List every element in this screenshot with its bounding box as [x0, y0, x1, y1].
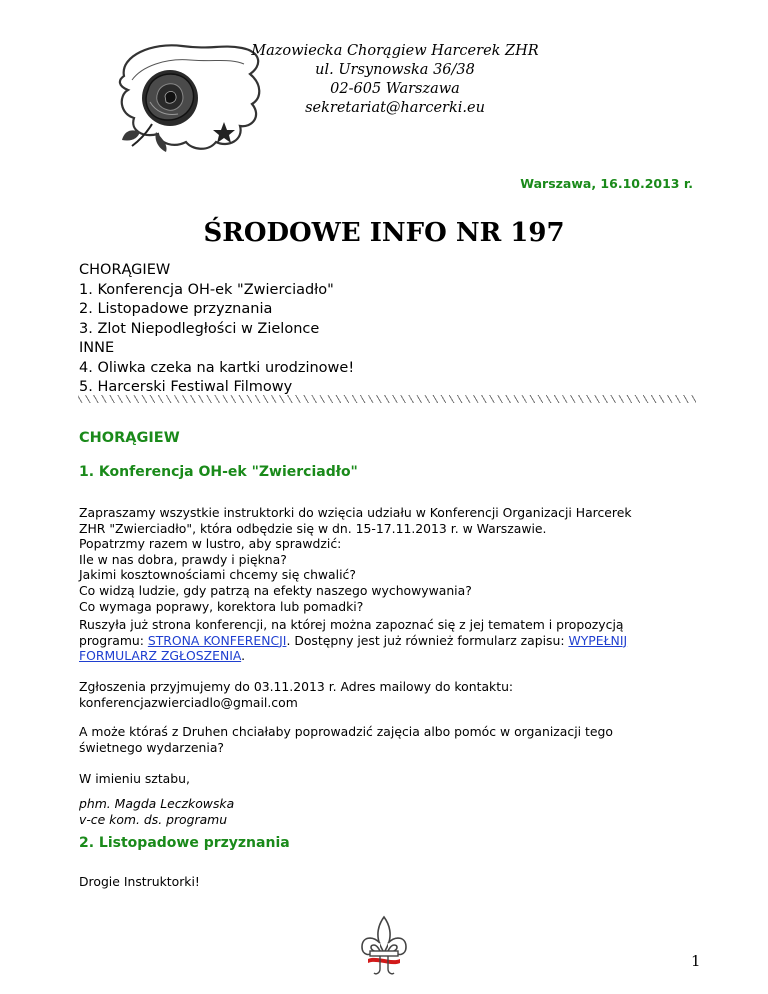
- signature-role: v-ce kom. ds. programu: [79, 811, 228, 827]
- conference-page-link[interactable]: STRONA KONFERENCJI: [147, 632, 287, 648]
- text-line: Zgłoszenia przyjmujemy do 03.11.2013 r. Adres mailowy do kontaktu:: [79, 679, 514, 694]
- awards-greeting: Drogie Instruktorki!: [79, 874, 200, 889]
- text-line: Popatrzmy razem w lustro, aby sprawdzić:: [79, 536, 342, 552]
- section-heading: CHORĄGIEW: [79, 430, 180, 446]
- organization-address: [230, 42, 560, 118]
- volunteer-request: [79, 724, 689, 755]
- contact-email: konferencjazwierciadlo@gmail.com: [79, 694, 298, 710]
- registration-deadline: [79, 679, 689, 710]
- registration-form-link[interactable]: WYPEŁNIJ: [568, 632, 628, 648]
- text-line: Co wymaga poprawy, korektora lub pomadki?: [79, 598, 364, 614]
- item-heading-conference: 1. Konferencja OH-ek "Zwierciadło": [79, 464, 358, 480]
- text-line: [79, 648, 689, 664]
- fleur-de-lis-icon: [358, 913, 410, 979]
- text-line: Ruszyła już strona konferencji, na której można zapoznać się z jej tematem i propozycją: [79, 617, 624, 632]
- closing-phrase: W imieniu sztabu,: [79, 771, 190, 786]
- text-line: Zapraszamy wszystkie instruktorki do wzięcia udziału w Konferencji Organizacji Harcerek: [79, 505, 632, 520]
- toc-item: CHORĄGIEW: [79, 262, 171, 278]
- org-name: Mazowiecka Chorągiew Harcerek ZHR: [251, 43, 539, 59]
- text-fragment: .: [241, 648, 246, 664]
- text-line: Co widzą ludzie, gdy patrzą na efekty naszego wychowywania?: [79, 582, 472, 598]
- page-title: ŚRODOWE INFO NR 197: [203, 218, 565, 248]
- toc-item: 5. Harcerski Festiwal Filmowy: [79, 379, 293, 395]
- org-email: sekretariat@harcerki.eu: [305, 100, 485, 116]
- signature: [79, 796, 689, 827]
- registration-form-link-cont[interactable]: FORMULARZ ZGŁOSZENIA: [79, 648, 242, 664]
- toc-item: 3. Zlot Niepodległości w Zielonce: [79, 320, 320, 337]
- text-line: [79, 633, 689, 649]
- section-divider: [78, 395, 696, 403]
- item-heading-awards: 2. Listopadowe przyznania: [79, 835, 290, 851]
- text-line: świetnego wydarzenia?: [79, 739, 224, 755]
- toc-item: 2. Listopadowe przyznania: [79, 301, 273, 317]
- text-line: Jakimi kosztownościami chcemy się chwalić?: [79, 567, 356, 583]
- toc-item: 1. Konferencja OH-ek "Zwierciadło": [79, 281, 334, 298]
- table-of-contents: [79, 261, 354, 398]
- text-line: Ile w nas dobra, prawdy i piękna?: [79, 551, 287, 567]
- toc-item: INNE: [79, 340, 115, 356]
- org-street: ul. Ursynowska 36/38: [315, 62, 475, 78]
- document-date: Warszawa, 16.10.2013 r.: [520, 176, 693, 191]
- text-line: A może któraś z Druhen chciałaby poprowadzić zajęcia albo pomóc w organizacji tego: [79, 724, 613, 739]
- org-city: 02-605 Warszawa: [330, 81, 460, 97]
- text-fragment: . Dostępny jest już również formularz zapisu:: [286, 632, 569, 648]
- text-line: ZHR "Zwierciadło", która odbędzie się w dn. 15-17.11.2013 r. w Warszawie.: [79, 520, 547, 536]
- signature-name: phm. Magda Leczkowska: [79, 796, 235, 811]
- conference-links-paragraph: [79, 617, 689, 664]
- conference-intro: [79, 505, 689, 614]
- text-fragment: programu:: [79, 632, 148, 648]
- toc-item: 4. Oliwka czeka na kartki urodzinowe!: [79, 359, 355, 376]
- page-number: 1: [691, 952, 701, 970]
